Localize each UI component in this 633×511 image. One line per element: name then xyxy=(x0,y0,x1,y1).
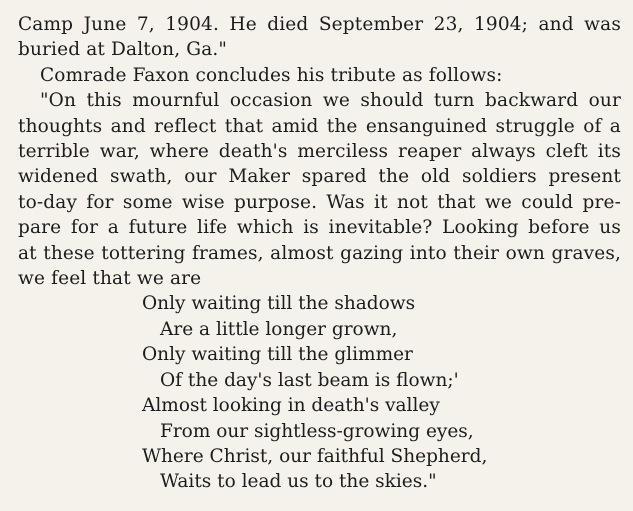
text-line: terrible war, where death's merciless reaper always cleft its xyxy=(18,141,621,163)
text-line: Camp June 7, 1904. He died September 23, 1904; and was xyxy=(18,14,621,35)
paragraph-death-record xyxy=(18,12,621,63)
paragraph-tribute-intro xyxy=(18,63,621,88)
poem-line: From our sightless-growing eyes, xyxy=(160,420,474,442)
text-line: Comrade Faxon concludes his tribute as follows: xyxy=(40,64,503,86)
poem-line: Of the day's last beam is flown;' xyxy=(160,369,459,391)
text-line: to-day for some wise purpose. Was it not that we could pre- xyxy=(18,191,621,213)
poem-line: Are a little longer grown, xyxy=(160,318,398,340)
text-line: pare for a future life which is inevitable? Looking before us xyxy=(18,217,621,239)
text-line: buried at Dalton, Ga." xyxy=(18,39,228,61)
text-line: we feel that we are xyxy=(18,268,202,290)
paragraph-tribute-quote xyxy=(18,88,621,291)
poem-line: Only waiting till the shadows xyxy=(142,293,416,315)
poem-line: Where Christ, our faithful Shepherd, xyxy=(142,445,488,467)
text-line: at these tottering frames, almost gazing into their own graves, xyxy=(18,242,621,264)
text-line: thoughts and reflect that amid the ensanguined struggle of a xyxy=(18,115,621,137)
poem-line: Only waiting till the glimmer xyxy=(142,344,413,366)
poem-line: Waits to lead us to the skies." xyxy=(160,471,437,493)
text-line: widened swath, our Maker spared the old soldiers present xyxy=(18,166,621,188)
text-line: "On this mournful occasion we should turn backward our xyxy=(40,90,621,112)
poem-stanza xyxy=(18,291,621,494)
poem-line: Almost looking in death's valley xyxy=(142,395,440,417)
